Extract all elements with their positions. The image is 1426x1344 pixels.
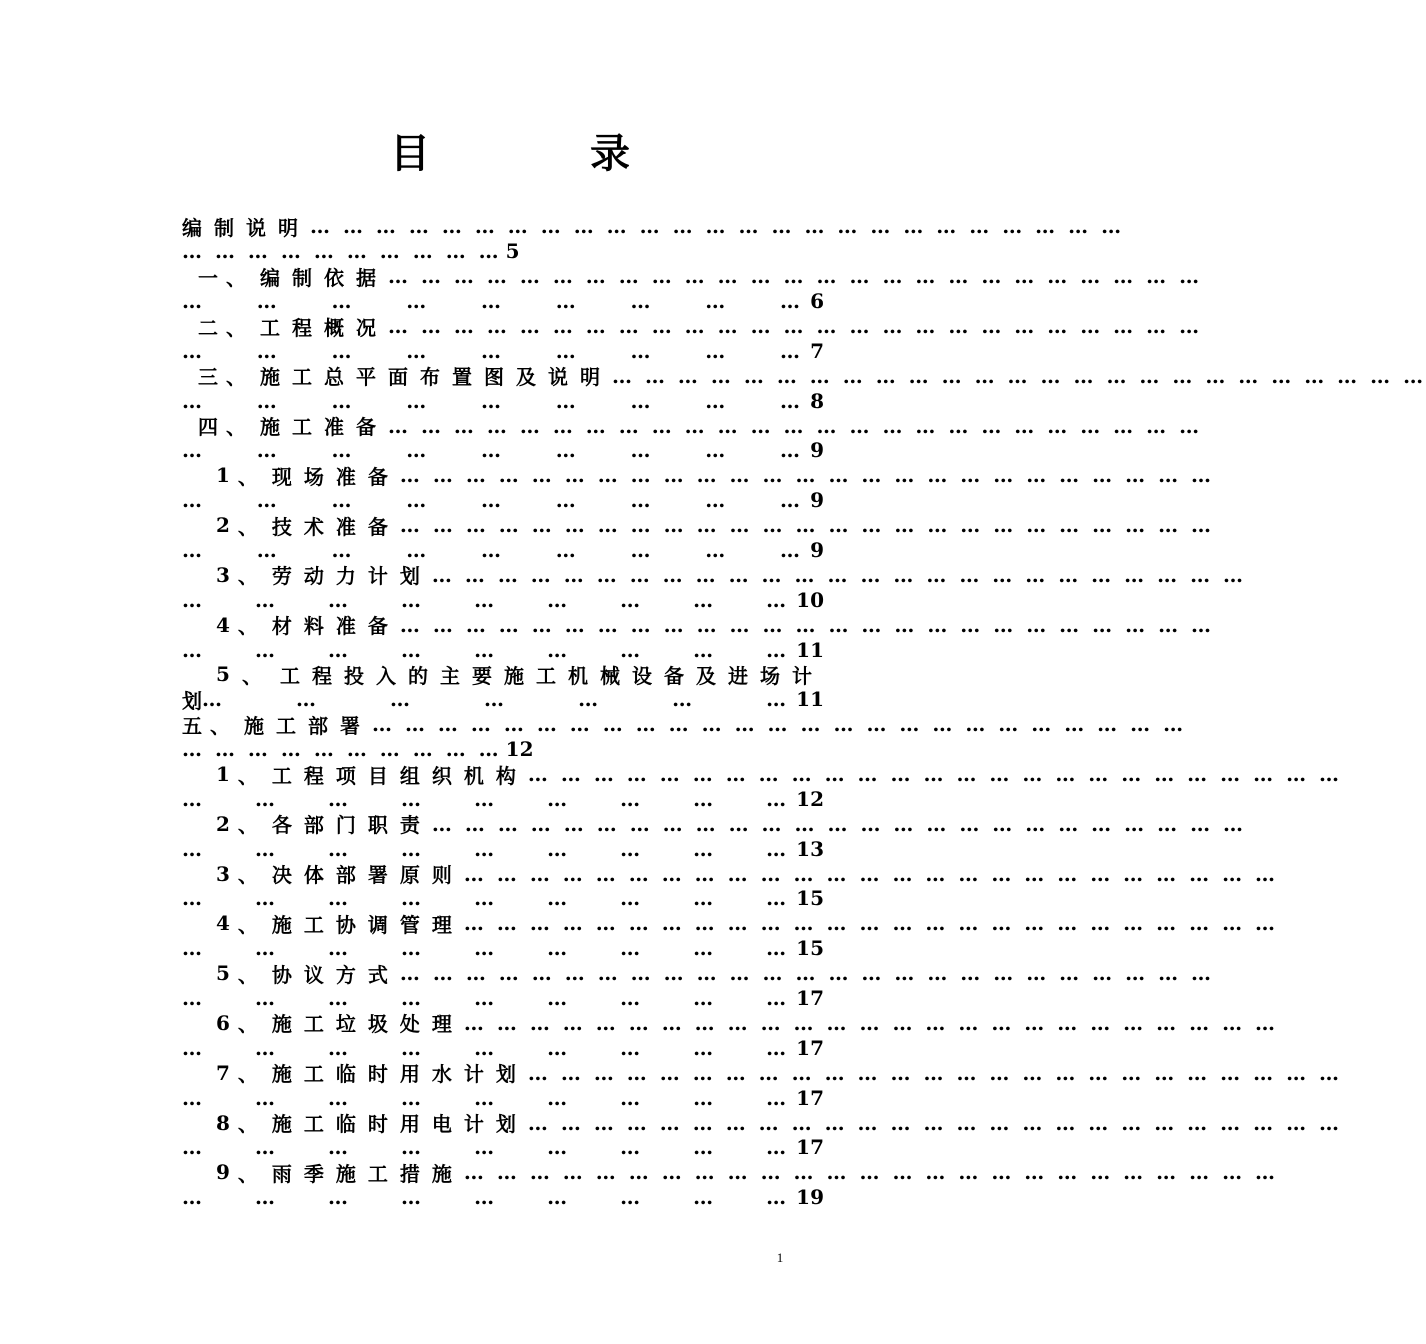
toc-entry-number: 五 <box>182 713 202 738</box>
toc-entry-line1 <box>182 1010 1279 1037</box>
toc-entry[interactable] <box>182 264 1203 314</box>
toc-leader-dots: … … … … … … … … … … … … … … … … … … … … … … … … … <box>431 811 1247 836</box>
toc-entry-separator: 、 <box>226 415 246 440</box>
toc-leader-dots: … … … … … … … … … … … … … … … … … … … … … … … … … <box>463 1010 1279 1035</box>
toc-entry-line1 <box>182 762 1343 788</box>
toc-entry[interactable] <box>182 861 1279 911</box>
toc-entry-number: 5 <box>216 961 230 986</box>
toc-entry-title: 施工临时用电计划 <box>271 1112 528 1137</box>
toc-page-number: 5 <box>505 239 520 264</box>
toc-entry-number: 5 <box>216 662 230 687</box>
toc-entry-number: 1 <box>216 463 230 488</box>
toc-leader-dots: … … … … … … … … … <box>182 587 787 612</box>
toc-leader-dots: … … … … … … … … … … … … … … … … … … … … … … … … … <box>388 264 1203 289</box>
toc-entry-title: 工程概况 <box>260 315 388 340</box>
toc-leader-dots: … … … … … … … … … … … … … … … … … … … … … … … … … <box>527 762 1343 787</box>
toc-entry-title: 施工总平面布置图及说明 <box>260 365 612 390</box>
toc-leader-dots: … … … … … … … … … … … … … … … … … … … … … … … … … <box>527 1110 1343 1135</box>
toc-entry-title: 施工准备 <box>260 415 388 440</box>
toc-entry[interactable] <box>182 513 1215 563</box>
toc-entry-number: 二 <box>198 315 218 340</box>
toc-entry-title: 施工垃圾处理 <box>271 1012 464 1037</box>
toc-entry-line2 <box>182 239 824 264</box>
toc-page-number: 10 <box>796 587 824 612</box>
toc-leader-dots: … … … … … … … … … … … … … … … … … … … … … … … … … <box>399 463 1215 488</box>
title-char: 录 <box>590 131 630 177</box>
toc-entry-line1 <box>182 363 1426 390</box>
toc-entry-title: 劳动力计划 <box>271 564 432 589</box>
toc-leader-dots: … … … … … … … … … <box>182 786 787 811</box>
toc-entry-line1 <box>182 214 1125 240</box>
toc-entry-title: 材料准备 <box>271 614 400 639</box>
toc-leader-dots: … … … … … … … … … <box>182 637 787 662</box>
toc-entry-line2 <box>182 836 824 861</box>
toc-entry-number: 3 <box>216 861 230 886</box>
toc-entry[interactable] <box>182 811 1247 861</box>
toc-entry-separator: 、 <box>241 663 262 688</box>
toc-entry-number: 2 <box>216 513 230 538</box>
toc-leader-dots: … … … … … … … … … <box>182 488 800 513</box>
toc-entry-line1 <box>182 264 1203 290</box>
toc-entry-line2 <box>182 1035 824 1060</box>
toc-leader-dots: … … … … … … … … … … … … … … … … … … … … … … … … … <box>399 513 1215 538</box>
toc-entry-line1 <box>182 1110 1343 1137</box>
toc-leader-dots: … … … … … … … <box>202 687 787 712</box>
toc-entry-separator: 、 <box>237 1112 258 1137</box>
toc-entry[interactable] <box>182 413 1203 463</box>
toc-entry-line2 <box>182 687 824 712</box>
toc-leader-dots: … … … … … … … … … … … … … … … … … … … … … … … … … <box>310 214 1125 239</box>
toc-entry-separator: 、 <box>237 1161 258 1186</box>
toc-entry[interactable] <box>182 314 1203 364</box>
toc-leader-dots: … … … … … … … … … … … … … … … … … … … … … … … … … <box>399 612 1215 637</box>
toc-page-number: 6 <box>810 289 824 314</box>
toc-entry-line1 <box>182 463 1215 489</box>
toc-leader-dots: … … … … … … … … … … … … … … … … … … … … … … … … … <box>388 413 1203 438</box>
toc-leader-dots: … … … … … … … … … <box>182 388 800 413</box>
toc-page-number: 17 <box>796 986 824 1011</box>
toc-page-number: 17 <box>796 1135 824 1160</box>
toc-page-number: 9 <box>810 488 824 513</box>
toc-entry-line1 <box>182 562 1247 589</box>
toc-leader-dots: … … … … … … … … … <box>182 836 787 861</box>
toc-leader-dots: … … … … … … … … … … … … … … … … … … … … … … … … … <box>388 314 1203 338</box>
toc-leader-dots: … … … … … … … … … … … … … … … … … … … … … … … … … <box>527 1060 1343 1085</box>
toc-entry-line1 <box>182 1060 1343 1087</box>
toc-page-number: 7 <box>810 338 824 363</box>
toc-leader-dots: … … … … … … … … … <box>182 289 800 314</box>
toc-entry-number: 6 <box>216 1010 230 1035</box>
toc-entry-line2 <box>182 1085 824 1110</box>
toc-entry[interactable] <box>182 961 1215 1011</box>
toc-entry-title: 工程项目组织机构 <box>271 763 528 788</box>
toc-entry-number: 一 <box>198 265 218 290</box>
toc-entry-line1 <box>182 961 1215 987</box>
toc-entry-title: 雨季施工措施 <box>271 1161 464 1186</box>
toc-page-number: 17 <box>796 1035 824 1060</box>
toc-entry-separator: 、 <box>226 365 246 390</box>
toc-leader-dots: … … … … … … … … … <box>182 1135 787 1160</box>
toc-entry-line2 <box>182 737 824 762</box>
toc-entry-title-continued: 划 <box>182 688 202 713</box>
toc-entry[interactable] <box>182 214 1125 264</box>
toc-entry-title: 各部门职责 <box>271 813 432 838</box>
toc-entry-separator: 、 <box>237 813 258 838</box>
toc-leader-dots: … … … … … … … … … <box>182 1035 787 1060</box>
toc-entry-separator: 、 <box>237 763 258 788</box>
toc-entry-line1 <box>182 911 1279 937</box>
toc-entry-line2 <box>182 786 824 811</box>
toc-entry[interactable] <box>182 1060 1343 1110</box>
toc-entry-line2 <box>182 438 824 463</box>
toc-entry[interactable] <box>182 712 1187 762</box>
toc-entry-separator: 、 <box>237 1012 258 1037</box>
toc-entry[interactable] <box>182 1010 1279 1061</box>
toc-entry[interactable] <box>182 562 1247 612</box>
toc-leader-dots: … … … … … … … … … … … … … … … … … … … … … … … … … <box>463 911 1279 936</box>
toc-page-number: 11 <box>796 687 824 712</box>
toc-entry-number: 1 <box>216 762 230 787</box>
toc-entry-line2 <box>182 936 824 961</box>
toc-page-number: 9 <box>810 438 824 463</box>
toc-entry-separator: 、 <box>237 912 258 937</box>
toc-entry-number: 7 <box>216 1060 230 1085</box>
toc-page-number: 15 <box>796 886 824 911</box>
toc-entry-number: 8 <box>216 1110 230 1135</box>
toc-entry-line2 <box>182 388 824 413</box>
toc-entry-title: 施工协调管理 <box>271 912 464 937</box>
toc-leader-dots: … … … … … … … … … <box>182 438 800 463</box>
toc-entry-line2 <box>182 488 824 513</box>
toc-entry-separator: 、 <box>226 265 246 290</box>
toc-entry-line2 <box>182 637 824 662</box>
toc-leader-dots: … … … … … … … … … <box>182 936 787 961</box>
toc-entry-separator: 、 <box>237 464 258 489</box>
toc-entry[interactable] <box>182 612 1215 662</box>
toc-entry-title: 技术准备 <box>271 514 400 539</box>
toc-entry-number: 4 <box>216 911 230 936</box>
toc-entry-number: 9 <box>216 1160 230 1185</box>
toc-page-number: 11 <box>796 637 824 662</box>
toc-entry-line2 <box>182 538 824 563</box>
toc-entry-line1 <box>182 1160 1279 1186</box>
toc-entry-title: 工程投入的主要施工机械设备及进场计 <box>279 663 824 688</box>
toc-leader-dots: … … … … … … … … … … … … … … … … … … … … … … … … … <box>399 961 1215 986</box>
toc-leader-dots: … … … … … … … … … <box>182 986 787 1011</box>
toc-entry-separator: 、 <box>237 614 258 639</box>
toc-leader-dots: … … … … … … … … … <box>182 538 800 563</box>
toc-page-number: 9 <box>810 538 824 563</box>
footer-page-number: 1 <box>776 1250 784 1265</box>
toc-entry-separator: 、 <box>237 514 258 539</box>
toc-entry-line2 <box>182 1135 824 1160</box>
toc-entry-line2 <box>182 886 824 911</box>
toc-entry-line2 <box>182 289 824 314</box>
toc-leader-dots: … … … … … … … … … <box>182 1185 787 1210</box>
toc-entry-number: 3 <box>216 562 230 587</box>
toc-entry-separator: 、 <box>237 863 258 888</box>
table-of-contents <box>182 214 1426 1210</box>
toc-entry-title: 编制说明 <box>182 215 310 240</box>
toc-entry[interactable] <box>182 1160 1279 1210</box>
toc-entry-number: 三 <box>198 365 218 390</box>
toc-entry-title: 决体部署原则 <box>271 863 464 888</box>
toc-entry-line1 <box>182 513 1215 539</box>
toc-entry-line2 <box>182 587 824 612</box>
toc-page-number: 19 <box>796 1185 824 1210</box>
toc-page-number: 13 <box>796 836 824 861</box>
toc-entry-line2 <box>182 986 824 1011</box>
toc-entry-line2 <box>182 1185 824 1210</box>
toc-entry-title: 编制依据 <box>260 265 388 290</box>
toc-entry-title: 施工部署 <box>244 713 372 738</box>
toc-leader-dots: … … … … … … … … … <box>182 886 787 911</box>
toc-entry-separator: 、 <box>237 1062 258 1087</box>
toc-page-number: 8 <box>810 388 824 413</box>
toc-leader-dots: … … … … … … … … … … … … … … … … … … … … … … … … … <box>612 363 1426 388</box>
toc-entry[interactable] <box>182 662 824 712</box>
toc-entry-separator: 、 <box>210 713 230 738</box>
toc-leader-dots: … … … … … … … … … … … … … … … … … … … … … … … … … <box>372 712 1187 737</box>
toc-leader-dots: … … … … … … … … … <box>182 1085 787 1110</box>
toc-leader-dots: … … … … … … … … … … <box>182 737 502 762</box>
toc-entry-title: 施工临时用水计划 <box>271 1062 528 1087</box>
toc-entry-line1 <box>182 662 824 687</box>
toc-entry-title: 现场准备 <box>271 464 400 489</box>
toc-entry[interactable] <box>182 463 1215 513</box>
toc-entry-separator: 、 <box>237 564 258 589</box>
toc-entry-number: 4 <box>216 612 230 637</box>
toc-entry-line1 <box>182 314 1203 340</box>
toc-leader-dots: … … … … … … … … … … <box>182 239 502 264</box>
toc-page-number: 12 <box>796 786 824 811</box>
toc-leader-dots: … … … … … … … … … … … … … … … … … … … … … … … … … <box>431 562 1247 587</box>
toc-page-number: 17 <box>796 1085 824 1110</box>
title-char: 目 <box>390 131 430 177</box>
toc-entry-number: 四 <box>198 415 218 440</box>
toc-entry-line1 <box>182 861 1279 888</box>
page-title <box>390 128 630 180</box>
toc-entry-line1 <box>182 712 1187 738</box>
toc-page-number: 12 <box>505 737 534 762</box>
toc-entry[interactable] <box>182 762 1343 812</box>
toc-entry-line1 <box>182 413 1203 440</box>
toc-entry-line1 <box>182 612 1215 639</box>
toc-entry-line1 <box>182 811 1247 838</box>
toc-leader-dots: … … … … … … … … … … … … … … … … … … … … … … … … … <box>463 1160 1279 1185</box>
toc-entry[interactable] <box>182 363 1426 413</box>
toc-page-number: 15 <box>796 936 824 961</box>
toc-entry-number: 2 <box>216 811 230 836</box>
toc-entry-title: 协议方式 <box>271 962 400 987</box>
toc-entry[interactable] <box>182 911 1279 961</box>
toc-entry-line2 <box>182 338 824 363</box>
toc-leader-dots: … … … … … … … … … <box>182 338 800 363</box>
toc-entry[interactable] <box>182 1110 1343 1160</box>
toc-leader-dots: … … … … … … … … … … … … … … … … … … … … … … … … … <box>463 861 1279 886</box>
toc-entry-separator: 、 <box>237 962 258 987</box>
toc-entry-separator: 、 <box>226 315 246 340</box>
